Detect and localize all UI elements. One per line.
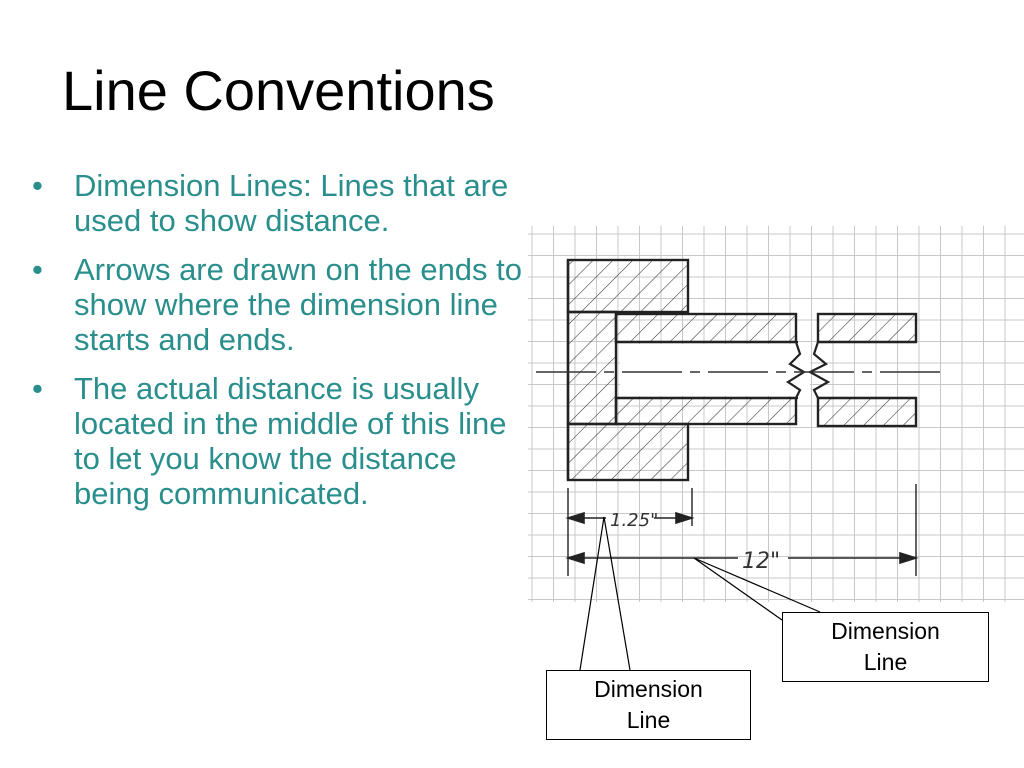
technical-drawing [528, 226, 1024, 602]
callout-dimension-line-left [546, 670, 751, 740]
bullet-marker: • [32, 371, 43, 406]
bullet-text: Arrows are drawn on the ends to show where the dimension line starts and ends. [74, 252, 523, 357]
bullet-text: The actual distance is usually located in the middle of this line to let you know the distance being communicated. [74, 371, 507, 511]
bullet-item [28, 252, 528, 357]
bore-blank [620, 344, 810, 396]
break-line-right [810, 342, 828, 398]
slide-title: Line Conventions [62, 59, 495, 122]
bullet-item [28, 371, 528, 511]
callout-dimension-line-right [782, 612, 989, 682]
bullet-marker: • [32, 252, 43, 287]
part-shaft-upper [616, 314, 796, 342]
bullet-list [28, 168, 528, 525]
callout-label: Dimension Line [831, 618, 940, 675]
bullet-text: Dimension Lines: Lines that are used to show distance. [74, 168, 509, 238]
bullet-item [28, 168, 528, 238]
part-shaft-lower [616, 398, 796, 424]
bullet-marker: • [32, 168, 43, 203]
dimension-label-large: 12" [742, 549, 781, 574]
dimension-label-small: 1.25" [610, 510, 659, 531]
callout-label: Dimension Line [594, 676, 703, 733]
